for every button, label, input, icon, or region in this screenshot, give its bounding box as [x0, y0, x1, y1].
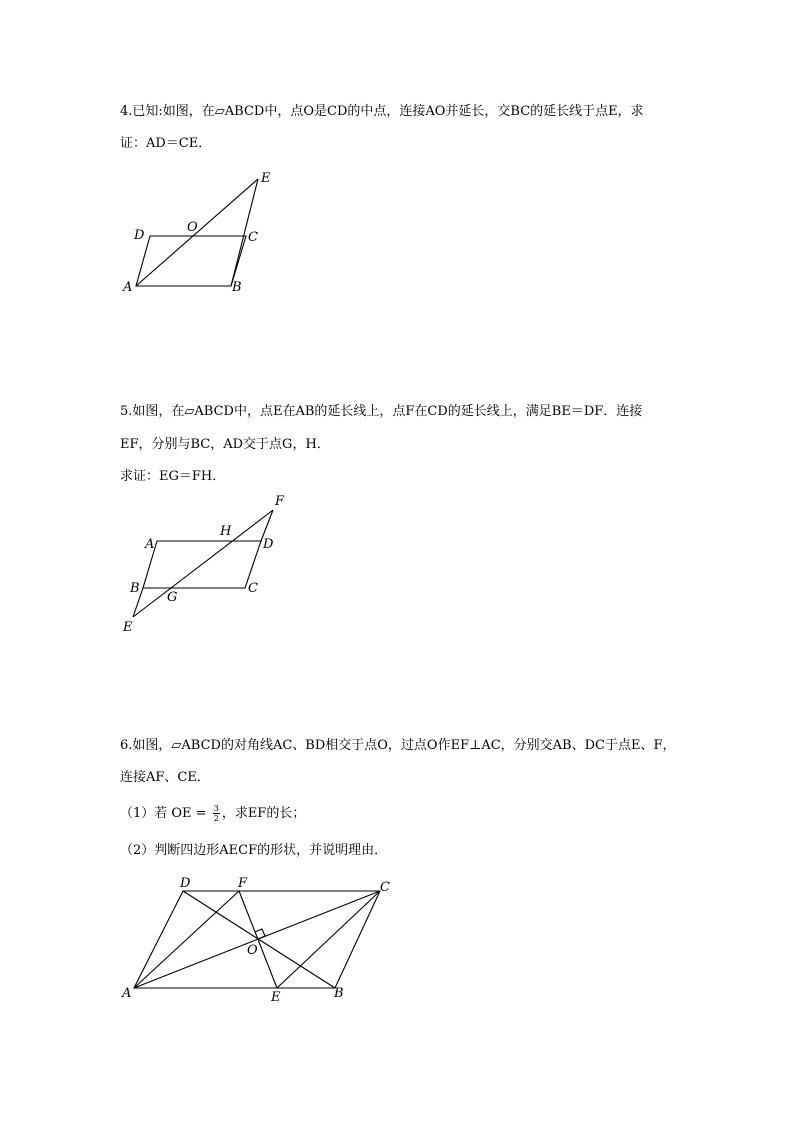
- label-a: A: [122, 986, 132, 1001]
- diagonal-ac: [134, 891, 380, 988]
- problem5-text-line1: 5.如图，在▱ABCD中，点E在AB的延长线上，点F在CD的延长线上，满足BE＝DF．连接: [120, 404, 643, 419]
- label-e: E: [271, 990, 281, 1005]
- label-o: O: [187, 220, 198, 235]
- segment-ce: [277, 891, 380, 988]
- segment-af: [134, 891, 239, 988]
- label-g: G: [167, 590, 178, 605]
- label-d: D: [180, 876, 191, 891]
- part1-suffix: ，求EF的长；: [221, 806, 306, 821]
- label-o: O: [247, 943, 258, 958]
- label-b: B: [232, 280, 242, 295]
- label-d: D: [263, 537, 274, 552]
- part1-prefix: （1）若 OE =: [120, 806, 211, 821]
- problem6-text-line1: 6.如图，▱ABCD的对角线AC、BD相交于点O，过点O作EF⊥AC，分别交AB、DC于点E、F，: [120, 738, 676, 753]
- fraction-three-halves: $\frac{3}{2}$: [213, 804, 219, 823]
- problem4-text-line1: 4.已知:如图，在▱ABCD中，点O是CD的中点，连接AO并延长，交BC的延长线于点E，求: [120, 104, 644, 119]
- label-b: B: [130, 581, 140, 596]
- problem4-text-line2: 证：AD＝CE．: [120, 136, 212, 151]
- label-d: D: [134, 228, 145, 243]
- problem6-part2: （2）判断四边形AECF的形状，并说明理由．: [120, 843, 388, 858]
- diagonal-bd: [183, 891, 335, 988]
- label-e: E: [123, 620, 133, 635]
- label-a: A: [123, 280, 133, 295]
- label-h: H: [220, 524, 232, 539]
- problem5-text-line3: 求证：EG＝FH．: [120, 469, 226, 484]
- label-f: F: [275, 494, 285, 509]
- label-c: C: [248, 581, 258, 596]
- problem5-text-line2: EF，分别与BC，AD交于点G，H．: [120, 437, 330, 452]
- label-f: F: [238, 876, 248, 891]
- segment-ef: [239, 891, 277, 988]
- label-e: E: [261, 171, 271, 186]
- label-b: B: [334, 986, 344, 1001]
- problem6-text-line2: 连接AF、CE．: [120, 770, 210, 785]
- label-a: A: [145, 537, 155, 552]
- label-c: C: [380, 880, 390, 895]
- label-c: C: [248, 230, 258, 245]
